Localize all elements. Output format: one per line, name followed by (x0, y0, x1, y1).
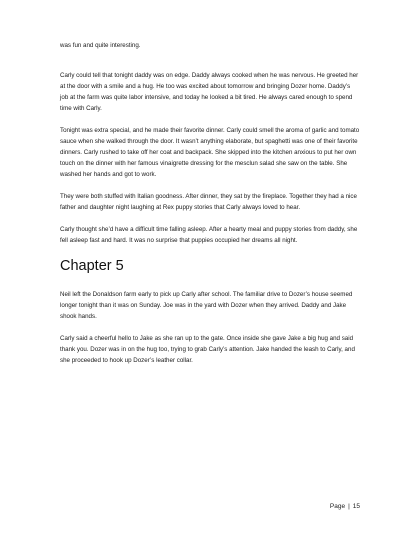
chapter-heading: Chapter 5 (60, 258, 124, 274)
page-body (60, 40, 360, 377)
paragraph: Carly thought she’d have a difficult time falling asleep. After a hearty meal and puppy stories from daddy, she fell asleep fast and hard. It was no surprise that puppies occupied her dreams all night. (60, 226, 358, 244)
page-footer (330, 503, 360, 510)
paragraph: They were both stuffed with Italian goodness. After dinner, they sat by the fireplace. Together they had a nice father and daughter night laughing at Rex puppy stories that Carly always loved to hear. (60, 193, 357, 211)
page-number: 15 (352, 503, 360, 510)
paragraph: Tonight was extra special, and he made their favorite dinner. Carly could smell the aroma of garlic and tomato sauce when she walked through the door. It wasn’t anything elaborate, but spaghetti was one of their favorite dinners. Carly rushed to take off her coat and backpack. She skipped into the kitchen anxious to put her own touch on the dinner with her famous vinaigrette dressing for the mesclun salad she saw on the table. She washed her hands and got to work. (60, 127, 360, 178)
paragraph: was fun and quite interesting. (60, 42, 141, 49)
paragraph: Carly said a cheerful hello to Jake as she ran up to the gate. Once inside she gave Jake a big hug and said thank you. Dozer was in on the hug too, trying to grab Carly’s attention. Jake handed the leash to Carly, and she proceeded to hook up Dozer’s leather collar. (60, 335, 355, 364)
paragraph: Carly could tell that tonight daddy was on edge. Daddy always cooked when he was nervous. He greeted her at the door with a smile and a hug. He too was excited about tomorrow and bringing Dozer home. Daddy’s job at the farm was quite labor intensive, and today he looked a bit tired. He always cared enough to spend time with Carly. (60, 72, 359, 112)
page-label: Page (329, 503, 346, 510)
paragraph: Neil left the Donaldson farm early to pick up Carly after school. The familiar drive to Dozer’s house seemed longer tonight than it was on Sunday. Joe was in the yard with Dozer when they arrived. Daddy and Jake shook hands. (60, 291, 353, 320)
page-separator: | (348, 503, 350, 510)
